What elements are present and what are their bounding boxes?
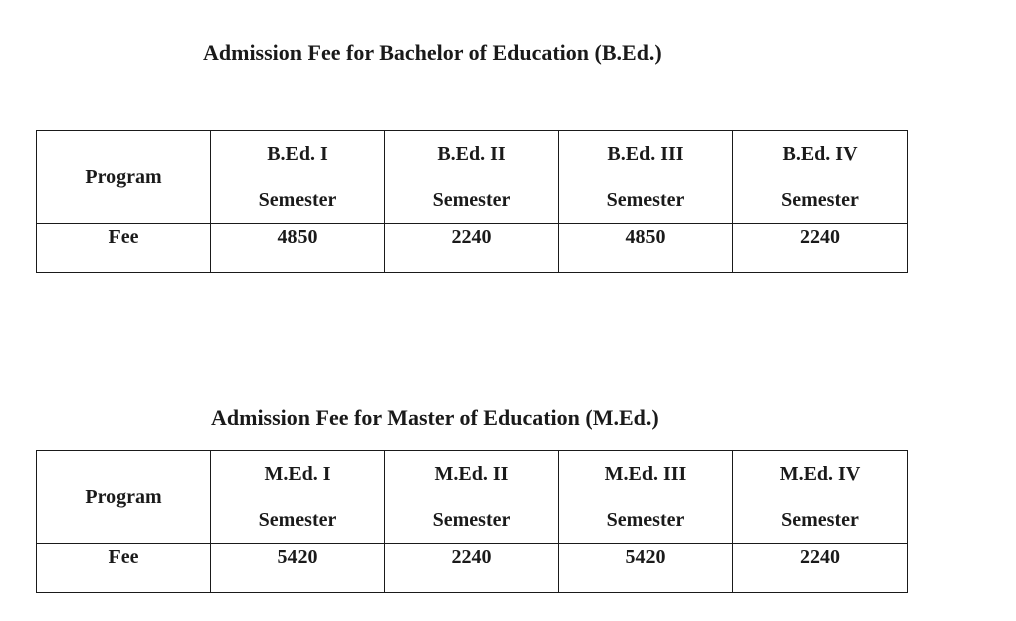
fee-value-cell: 4850 bbox=[211, 224, 385, 273]
fee-value-cell: 2240 bbox=[733, 224, 908, 273]
semester-header-cell bbox=[385, 451, 559, 544]
fee-value-cell: 5420 bbox=[211, 544, 385, 593]
table-header-row bbox=[37, 451, 908, 544]
semester-header-cell bbox=[559, 451, 733, 544]
fee-value-cell: 2240 bbox=[733, 544, 908, 593]
table-row bbox=[37, 224, 908, 273]
med-fee-table bbox=[36, 450, 908, 593]
semester-name: B.Ed. IV bbox=[782, 143, 858, 165]
bed-fee-table bbox=[36, 130, 908, 273]
semester-header-cell bbox=[211, 451, 385, 544]
fee-value-cell: 4850 bbox=[559, 224, 733, 273]
semester-label: Semester bbox=[606, 509, 685, 531]
semester-label: Semester bbox=[606, 189, 685, 211]
program-header-cell: Program bbox=[37, 451, 211, 544]
fee-value-cell: 2240 bbox=[385, 544, 559, 593]
program-header-cell: Program bbox=[37, 131, 211, 224]
semester-name: M.Ed. II bbox=[434, 463, 509, 485]
semester-name: M.Ed. III bbox=[604, 463, 687, 485]
bed-table-title: Admission Fee for Bachelor of Education (B.Ed.) bbox=[203, 40, 662, 65]
semester-header-cell bbox=[385, 131, 559, 224]
semester-label: Semester bbox=[432, 189, 511, 211]
fee-value-cell: 2240 bbox=[385, 224, 559, 273]
semester-header-cell bbox=[211, 131, 385, 224]
semester-header-cell bbox=[733, 131, 908, 224]
semester-label: Semester bbox=[258, 189, 337, 211]
fee-label-cell: Fee bbox=[37, 224, 211, 273]
table-header-row bbox=[37, 131, 908, 224]
semester-name: M.Ed. I bbox=[264, 463, 331, 485]
semester-label: Semester bbox=[432, 509, 511, 531]
semester-header-cell bbox=[559, 131, 733, 224]
fee-value-cell: 5420 bbox=[559, 544, 733, 593]
semester-name: B.Ed. II bbox=[437, 143, 506, 165]
fee-label-cell: Fee bbox=[37, 544, 211, 593]
semester-label: Semester bbox=[258, 509, 337, 531]
semester-name: B.Ed. III bbox=[607, 143, 684, 165]
table-row bbox=[37, 544, 908, 593]
semester-label: Semester bbox=[781, 509, 859, 531]
semester-label: Semester bbox=[781, 189, 859, 211]
med-table-title: Admission Fee for Master of Education (M.Ed.) bbox=[211, 405, 659, 430]
semester-name: M.Ed. IV bbox=[779, 463, 861, 485]
semester-name: B.Ed. I bbox=[267, 143, 328, 165]
semester-header-cell bbox=[733, 451, 908, 544]
